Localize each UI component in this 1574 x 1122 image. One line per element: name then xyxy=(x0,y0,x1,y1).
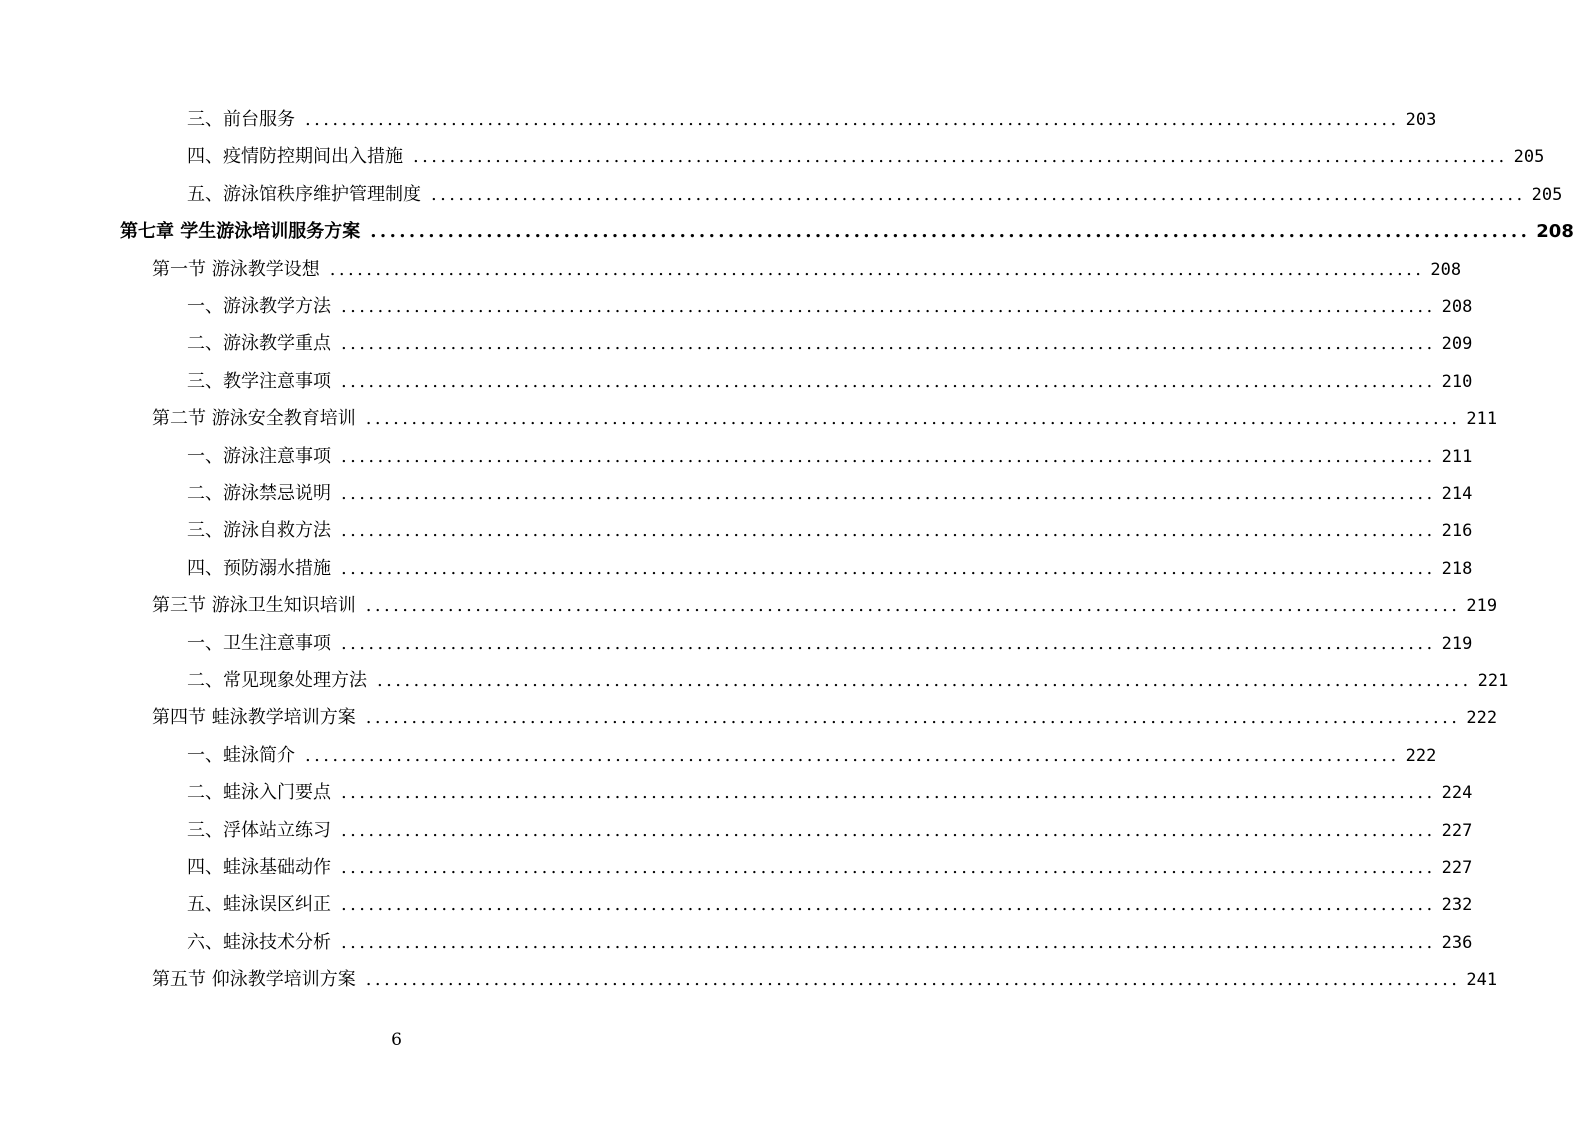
toc-entry[interactable] xyxy=(187,886,1473,923)
toc-dot-leader: ........................................................................................................................ xyxy=(341,931,1436,953)
toc-dot-leader: ........................................................................................................................ xyxy=(341,520,1436,542)
toc-entry-page: 222 xyxy=(1466,708,1498,729)
toc-entry-title: 三、浮体站立练习 xyxy=(187,819,331,841)
toc-entry[interactable] xyxy=(187,849,1473,886)
toc-entry-title: 第七章 学生游泳培训服务方案 xyxy=(120,221,361,243)
toc-entry-title: 二、蛙泳入门要点 xyxy=(187,782,331,804)
toc-entry-title: 四、蛙泳基础动作 xyxy=(187,857,331,878)
toc-entry[interactable] xyxy=(187,325,1473,362)
toc-dot-leader: ........................................................................................................................ xyxy=(341,782,1436,804)
toc-entry-page: 219 xyxy=(1441,633,1473,654)
toc-entry[interactable] xyxy=(187,475,1473,512)
toc-entry-page: 208 xyxy=(1536,221,1574,243)
toc-dot-leader: ........................................................................................................................ xyxy=(341,819,1436,841)
toc-entry-page: 203 xyxy=(1405,110,1437,130)
toc-entry-page: 227 xyxy=(1441,820,1473,841)
toc-entry[interactable] xyxy=(187,363,1473,400)
toc-entry-page: 241 xyxy=(1466,970,1498,991)
toc-entry[interactable] xyxy=(187,625,1473,662)
toc-entry-page: 211 xyxy=(1466,409,1498,430)
toc-dot-leader: ........................................................................................................................ xyxy=(341,857,1436,878)
toc-entry-title: 一、游泳教学方法 xyxy=(187,296,331,317)
toc-entry[interactable] xyxy=(187,138,1545,175)
toc-dot-leader: ........................................................................................................................ xyxy=(341,894,1436,916)
toc-entry-title: 三、游泳自救方法 xyxy=(187,520,331,542)
toc-dot-leader: ........................................................................................................................ xyxy=(370,221,1531,243)
toc-entry-title: 三、教学注意事项 xyxy=(187,370,331,392)
toc-dot-leader: ........................................................................................................................ xyxy=(305,744,1400,766)
toc-entry-page: 209 xyxy=(1441,334,1473,355)
toc-entry-page: 210 xyxy=(1441,371,1473,392)
toc-entry-title: 一、卫生注意事项 xyxy=(187,632,331,654)
toc-entry-page: 222 xyxy=(1405,745,1437,766)
toc-entry-page: 216 xyxy=(1441,521,1473,542)
toc-entry-title: 五、游泳馆秩序维护管理制度 xyxy=(187,183,421,205)
toc-entry-title: 第四节 蛙泳教学培训方案 xyxy=(152,707,356,729)
toc-dot-leader: ........................................................................................................................ xyxy=(365,595,1461,617)
toc-entry[interactable] xyxy=(187,812,1473,849)
toc-entry-page: 214 xyxy=(1441,484,1473,504)
toc-entry-title: 三、前台服务 xyxy=(187,109,295,130)
toc-entry-title: 第五节 仰泳教学培训方案 xyxy=(152,969,356,991)
toc-entry-title: 二、游泳禁忌说明 xyxy=(187,483,331,504)
toc-entry[interactable] xyxy=(187,176,1563,213)
toc-dot-leader: ........................................................................................................................ xyxy=(329,258,1425,280)
toc-entry-page: 205 xyxy=(1531,184,1563,205)
toc-entry[interactable] xyxy=(187,101,1437,138)
toc-entry[interactable] xyxy=(152,961,1498,998)
toc-entry-title: 四、疫情防控期间出入措施 xyxy=(187,146,403,168)
toc-entry-page: 224 xyxy=(1441,783,1473,804)
toc-entry[interactable] xyxy=(187,512,1473,549)
toc-entry-title: 第三节 游泳卫生知识培训 xyxy=(152,595,356,617)
toc-dot-leader: ........................................................................................................................ xyxy=(365,408,1461,430)
toc-entry[interactable] xyxy=(152,251,1462,288)
toc-entry[interactable] xyxy=(152,699,1498,736)
toc-dot-leader: ........................................................................................................................ xyxy=(431,183,1526,205)
toc-entry-page: 232 xyxy=(1441,895,1473,916)
toc-entry-title: 五、蛙泳误区纠正 xyxy=(187,894,331,916)
toc-entry[interactable] xyxy=(187,550,1473,587)
toc-dot-leader: ........................................................................................................................ xyxy=(341,333,1436,355)
toc-entry-title: 二、游泳教学重点 xyxy=(187,333,331,355)
toc-dot-leader: ........................................................................................................................ xyxy=(341,445,1436,467)
toc-entry[interactable] xyxy=(152,400,1498,437)
toc-entry-title: 第一节 游泳教学设想 xyxy=(152,258,320,280)
toc-entry-title: 六、蛙泳技术分析 xyxy=(187,931,331,953)
toc-entry-title: 第二节 游泳安全教育培训 xyxy=(152,408,356,430)
toc-entry[interactable] xyxy=(187,737,1437,774)
toc-entry-title: 一、游泳注意事项 xyxy=(187,445,331,467)
toc-entry-title: 一、蛙泳简介 xyxy=(187,744,295,766)
toc-dot-leader: ........................................................................................................................ xyxy=(365,969,1461,991)
toc-entry-page: 208 xyxy=(1430,259,1462,280)
toc-entry-page: 236 xyxy=(1441,932,1473,953)
toc-dot-leader: ........................................................................................................................ xyxy=(341,296,1436,317)
toc-dot-leader: ........................................................................................................................ xyxy=(377,670,1472,691)
toc-entry-page: 205 xyxy=(1513,147,1545,168)
toc-entry[interactable] xyxy=(187,924,1473,961)
toc-entry-title: 二、常见现象处理方法 xyxy=(187,670,367,691)
toc-dot-leader: ........................................................................................................................ xyxy=(413,146,1508,168)
toc-entry[interactable] xyxy=(187,774,1473,811)
page-number: 6 xyxy=(391,1030,402,1050)
toc-entry-page: 227 xyxy=(1441,858,1473,878)
toc-dot-leader: ........................................................................................................................ xyxy=(341,370,1436,392)
toc-entry[interactable] xyxy=(187,438,1473,475)
toc-dot-leader: ........................................................................................................................ xyxy=(305,109,1400,130)
toc-entry-page: 221 xyxy=(1477,671,1509,691)
toc-entry[interactable] xyxy=(187,662,1509,699)
toc-entry-page: 208 xyxy=(1441,297,1473,317)
toc-entry[interactable] xyxy=(187,288,1473,325)
toc-entry-title: 四、预防溺水措施 xyxy=(187,557,331,579)
toc-entry-page: 218 xyxy=(1441,558,1473,579)
toc-dot-leader: ........................................................................................................................ xyxy=(341,483,1436,504)
toc-entry-page: 211 xyxy=(1441,446,1473,467)
toc-dot-leader: ........................................................................................................................ xyxy=(365,707,1461,729)
toc-dot-leader: ........................................................................................................................ xyxy=(341,557,1436,579)
toc-dot-leader: ........................................................................................................................ xyxy=(341,632,1436,654)
toc-entry-page: 219 xyxy=(1466,596,1498,617)
toc-entry[interactable] xyxy=(120,213,1574,250)
toc-entry[interactable] xyxy=(152,587,1498,624)
